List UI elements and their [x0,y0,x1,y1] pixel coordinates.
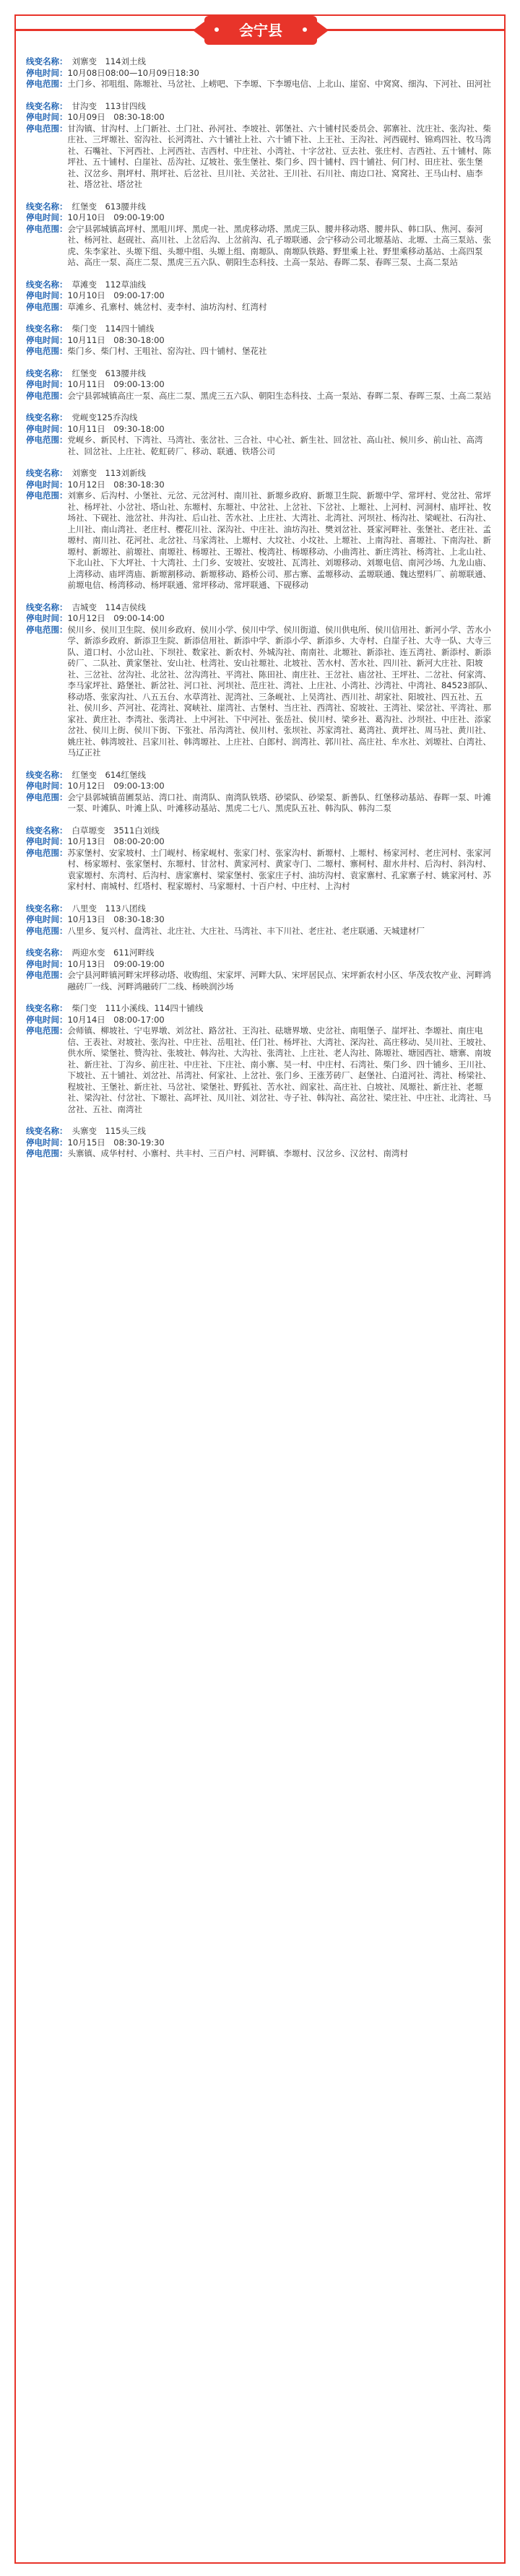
line-name-value: 红堡变 613腰井线 [72,368,146,378]
outage-range-row [26,123,495,191]
outage-time-row [26,959,495,971]
outage-time-value: 10月14日 08:00-17:00 [67,1014,165,1025]
outage-time-row [26,1015,495,1026]
outage-time-row [26,112,495,123]
outage-list [26,56,495,1171]
outage-time-row [26,335,495,347]
outage-time-value: 10月11日 08:30-18:00 [67,334,165,345]
outage-time-row [26,379,495,391]
outage-range-value: 侯川乡、侯川卫生院、侯川乡政府、侯川小学、侯川中学、侯川街道、侯川供电所、侯川信用社、新河小学、苦水小学、新添乡政府、新添卫生院、新添信用社、新添中学、新添小学、新添乡、大寺村、白崖子社、大寺一队、大寺三队、道口村、小岔山社、下坝社、数家社、新农村、外城沟社、南南社、北塬社、新添社、连五湾社、新添村、新添砖厂、二队社、黄家堡社、安山社、杜湾社、安山社塬社、北坡社、苦水村、苦水社、四川社、新河大庄社、阳坡社、三岔社、岔沟社、北岔社、岔沟湾社、平湾社、陈田社、南庄社、王岔社、庙岔社、王坪社、二岔社、何家湾、李马家坪社、路堡社、新岔社、河口社、河坝社、范庄社、湾社、上庄社、小湾社、沙湾社、中湾社、84523部队、移动塔、张家沟社、八五五台、水草湾社、泥湾社、三条岘社、上吴湾社、西川社、胡家社、阳坡社、四五社、五社、侯川乡、芦河社、花湾社、窝峡社、崖湾社、古堡村、当庄社、西湾社、窑坡社、王湾社、梁岔社、平湾社、那家社、黄庄社、李湾社、张湾社、上中河社、下中河社、张岳社、侯川村、梁乡社、葛沟社、沙坝社、中庄社、添家岔社、侯川上街、侯川下街、下张社、吊沟湾社、侯川村、张坝社、苏家湾社、葛湾社、黄坪社、周马社、黄川社、姚庄社、韩湾坡社、吕家川社、韩湾塬社、上庄社、白郎村、润湾社、郭川社、高庄社、牟水社、刘塬社、白湾社、马辽正社 [67,624,493,758]
outage-range-row [26,391,495,402]
line-name-label: 线变名称： [26,903,68,914]
line-name-value: 柴门变 111小溪线、114四十铺线 [72,1003,204,1013]
outage-time-value: 10月11日 09:30-18:00 [67,423,165,434]
line-name-row [26,1126,495,1137]
line-name-label: 线变名称： [26,56,68,66]
outage-time-row [26,1137,495,1149]
outage-time-row [26,68,495,79]
outage-time-label: 停电时间： [26,290,68,300]
outage-time-label: 停电时间： [26,1137,68,1148]
outage-time-value: 10月10日 09:00-19:00 [67,212,165,222]
outage-time-row [26,424,495,435]
outage-entry [26,101,495,191]
outage-range-row [26,435,495,457]
outage-range-label: 停电范围： [26,847,68,858]
outage-range-row [26,490,495,591]
outage-range-value: 党岘乡、新民村、下湾社、马湾社、张岔社、三合社、中心社、新生社、回岔社、高山社、候川乡、前山社、高湾社、回岔社、上庄社、乾虹砖厂、移动、联通、铁塔公司 [67,435,483,456]
outage-time-value: 10月15日 08:30-19:30 [67,1137,165,1148]
content-frame [14,14,506,2564]
outage-entry [26,468,495,591]
line-name-label: 线变名称： [26,1126,68,1136]
line-name-value: 头寨变 115头三线 [72,1126,146,1136]
outage-range-value: 苏家堡村、安家坡村、土门岘村、杨家岘村、张家门村、张家沟村、新塬村、上塬村、杨家河村、老庄河村、张家河村、杨家塬村、张家堡村、东塬村、甘岔村、黄家河村、黄家寺门、二塬村、寨柯村、甜水井村、后沟村、斜沟村、袁家塬村、东湾村、后沟村、唐家寨村、梁家堡村、张家庄子村、油坊沟村、袁家寨村、孔家寨子村、姚家河村、苏家村村、南城村、红塔村、程家塬村、马家塬村、十百户村、中庄村、上沟村 [67,847,491,891]
line-name-row [26,412,495,424]
county-title: 会宁县 [239,22,282,39]
outage-range-label: 停电范围： [26,346,68,356]
outage-range-row [26,346,495,357]
outage-range-row [26,1148,495,1160]
outage-range-label: 停电范围： [26,970,68,980]
outage-entry [26,368,495,402]
outage-entry [26,602,495,759]
outage-entry [26,825,495,893]
line-name-label: 线变名称： [26,201,68,212]
line-name-label: 线变名称： [26,279,68,290]
outage-range-row [26,625,495,759]
outage-time-row [26,914,495,926]
outage-time-label: 停电时间： [26,613,68,623]
line-name-row [26,825,495,837]
line-name-row [26,947,495,959]
outage-entry [26,947,495,992]
outage-time-label: 停电时间： [26,1014,68,1025]
outage-time-value: 10月13日 08:30-18:30 [67,914,165,924]
outage-time-label: 停电时间： [26,379,68,389]
outage-entry [26,1003,495,1115]
outage-range-value: 会宁县河畔镇河畔宋坪移动塔、收购组、宋家坪、河畔大队、宋坪居民点、宋坪新农村小区、华茂农牧产业、河畔鸿融砖厂一线、河畔鸿融砖厂二线、杨映润沙场 [67,970,491,992]
outage-time-row [26,290,495,302]
outage-time-label: 停电时间： [26,334,68,345]
outage-range-value: 会宁县郭城镇苗圃泵站、湾口社、南湾队、南湾队铁塔、砂梁队、砂梁泵、新善队、红堡移动基站、春晖一泵、叶滩一泵、叶滩队、叶滩上队、叶滩移动基站、黑虎二七八、黑虎队五社、韩沟队、韩沟二泵 [67,792,491,813]
outage-range-value: 八里乡、复兴村、盘湾社、北庄社、大庄社、马湾社、丰下川社、老庄社、老庄联通、天城建材厂 [67,925,425,936]
outage-range-value: 会师镇、柳坡社、宁屯界墩、刘岔社、路岔社、王沟社、砝塘界墩、史岔社、南咀堡子、崖坪社、李塬社、南庄电信、王表社、对坡社、张沟社、中庄社、岳咀社、任门社、杨坪社、大湾社、深沟社、高庄移动、吴川社、王坡社、供水所、梁堡社、赞沟社、张坡社、韩沟社、大沟社、张湾社、上庄社、老人沟社、陈塬社、塘园西社、塘寨、南坡社、新庄社、丁沟乡、前庄社、中庄社、下庄社、南小寨、吴一村、中庄村、石湾社、柴门乡、四十铺乡、王川社、下坡社、五十铺社、刘岔社、吊湾社、何家社、上岔社、张门乡、王涨芳砖厂、赵堡社、白道河社、湾社、杨梁社、程坡社、王堡社、新庄社、马岔社、梁堡社、野狐社、苦水社、阎家社、高庄社、白坡社、凤塬社、新庄社、老塬社、梁沟社、付岔社、下塬社、高坪社、凤川社、刘岔社、寺子社、韩沟社、高岔社、梁庄社、中庄社、北湾社、马岔社、五社、南湾社 [67,1025,491,1114]
outage-range-value: 甘沟镇、甘沟村、上门新社、土门社、孙河社、李坡社、郭堡社、六十铺村民委员会、郭寨社、沈庄社、张沟社、柴庄社、三坪塬社、窑沟社、长河湾社、六十铺社上社、六十铺下社、上王社、王沟社、河西砚村、锦鸡四社、牧马湾社、石嘴社、下河西社、上河西社、吉西村、中庄社、小湾社、十字岔社、豆去社、张庄村、吉西社、五十铺村、陈坪社、五十铺村、白崖社、岳沟社、辽坡社、张生堡社、柴门乡、四十铺村、四十铺社、何门村、田庄社、张生堡社、汉岔乡、荆坪村、荆坪社、后岔社、旦川社、关岔社、王川社、石川社、南边口社、窝窝社、王马山村、庙李社、塔岔社、塔岔社 [67,123,491,189]
outage-range-row [26,302,495,313]
outage-range-row [26,79,495,90]
outage-range-value: 会宁县郭城镇高坪村、黑咀川坪、黑虎一社、黑虎移动塔、黑虎三队、腰井移动塔、腰井队、韩口队、焦河、泰河社、杨河社、赵砚社、高川社、上岔后沟、上岔前沟、孔子塬联通、会宁移动公司北塬基站、北塬、土高三泵站、张虎、朱李家社、头塬下组、头塬中组、头塬上组、南塬队、南塬队铁路、野里乘上社、野里乘移动基站、土高四泵站、高庄一泵、高庄二泵、黑虎三五六队、朝阳生态科技、土高一泵站、春晖二泵、春晖三泵、土高二泵站 [67,223,491,267]
outage-range-row [26,926,495,937]
line-name-row [26,1003,495,1015]
outage-entry [26,279,495,313]
line-name-label: 线变名称： [26,468,68,478]
line-name-value: 甘沟变 113甘四线 [72,100,146,111]
outage-range-value: 会宁县郭城镇高庄一泵、高庄二泵、黑虎三五六队、朝阳生态科技、土高一泵站、春晖二泵、春晖三泵、土高二泵站 [67,390,491,401]
line-name-label: 线变名称： [26,100,68,111]
outage-range-label: 停电范围： [26,301,68,312]
outage-range-label: 停电范围： [26,792,68,802]
outage-time-label: 停电时间： [26,112,68,122]
outage-range-row [26,224,495,269]
line-name-label: 线变名称： [26,769,68,780]
line-name-row [26,770,495,781]
outage-range-value: 草滩乡、孔寨村、姚岔村、麦李村、油坊沟村、红湾村 [67,301,267,312]
outage-entry [26,324,495,357]
outage-entry [26,903,495,937]
line-name-label: 线变名称： [26,947,68,958]
outage-time-label: 停电时间： [26,958,68,969]
line-name-label: 线变名称： [26,324,68,334]
outage-range-value: 柴门乡、柴门村、王咀社、窑沟社、四十铺村、堡花社 [67,346,267,356]
outage-time-label: 停电时间： [26,479,68,490]
outage-range-label: 停电范围： [26,624,68,635]
outage-range-label: 停电范围： [26,390,68,401]
line-name-row [26,101,495,113]
outage-time-row [26,212,495,224]
county-title-banner [204,16,317,45]
line-name-label: 线变名称： [26,368,68,378]
line-name-row [26,368,495,380]
outage-range-value: 刘寨乡、后沟村、小堡社、元岔、元岔河村、南川社、新塬乡政府、新塬卫生院、新塬中学、常坪村、党岔社、常坪社、杨坪社、小岔社、塔山社、东塬村、东塬社、中岔社、上岔社、下岔社、上塬社、上河村、河洞村、庙坪社、牧场社、下砚社、池岔社、井沟社、后山社、苦水社、上庄社、大湾社、北湾社、河坝社、杨沟社、梁岘社、石沟社、上川社、南山湾社、老庄村、樱花川社、深沟社、中庄社、油坊沟社、樊刘岔社、聂家河畔社、张堡社、老庄社、孟塬村、南川社、花河社、北岔社、马家湾社、上塬村、大坟社、小坟社、上塬社、上南沟社、喜塬社、下南沟社、新塬村、新塬社、前塬社、南塬社、杨塬社、王塬社、梭湾社、杨塬移动、小曲湾社、新庄湾社、杨湾社、上北山社、下北山社、下大坪社、十大湾社、土门乡、安坡社、安坡社、瓦湾社、刘塬移动、刘塬电信、南河沙场、九龙山庙、上湾移动、庙坪湾庙、新塬割移动、新塬移动、路桥公司、那古寨、孟塬移动、孟塬联通、魏达塑料厂、前塬联通、前塬电信、杨湾移动、杨坪联通、常坪移动、常坪联通、下砚移动 [67,490,491,590]
outage-time-label: 停电时间： [26,836,68,846]
outage-range-row [26,792,495,815]
outage-time-value: 10月13日 09:00-19:00 [67,958,165,969]
banner-dot-right [303,27,307,32]
banner-dot-left [214,27,219,32]
outage-time-row [26,781,495,792]
line-name-row [26,468,495,480]
outage-range-value: 土门乡、祁咀组、陈塬社、马岔社、上崂吧、下李塬、下李塬电信、上北山、崖窑、中窝窝、细沟、下河社、田河社 [67,79,491,89]
line-name-value: 党岘变125乔沟线 [72,412,138,422]
line-name-value: 刘寨变 113刘新线 [72,468,146,478]
line-name-label: 线变名称： [26,825,68,836]
line-name-row [26,279,495,291]
outage-range-label: 停电范围： [26,1025,68,1036]
line-name-label: 线变名称： [26,602,68,612]
outage-range-label: 停电范围： [26,1148,68,1158]
outage-range-value: 头寨镇、成华村村、小寨村、共丰村、三百户村、河畔镇、李塬村、汉岔乡、汉岔村、南湾村 [67,1148,408,1158]
outage-range-row [26,848,495,893]
line-name-row [26,903,495,915]
outage-time-label: 停电时间： [26,914,68,924]
outage-time-value: 10月12日 09:00-13:00 [67,781,165,791]
line-name-label: 线变名称： [26,412,68,422]
outage-time-row [26,613,495,625]
outage-entry [26,412,495,457]
line-name-row [26,56,495,68]
outage-time-label: 停电时间： [26,67,68,78]
outage-range-label: 停电范围： [26,435,68,445]
outage-time-label: 停电时间： [26,781,68,791]
outage-entry [26,201,495,269]
line-name-value: 草滩变 112草油线 [72,279,146,290]
outage-time-value: 10月10日 09:00-17:00 [67,290,165,300]
line-name-value: 两迎水变 611河畔线 [72,947,155,958]
line-name-row [26,602,495,614]
outage-range-label: 停电范围： [26,79,68,89]
outage-time-row [26,480,495,491]
outage-time-value: 10月11日 09:00-13:00 [67,379,165,389]
line-name-value: 刘寨变 114刘土线 [72,56,146,66]
outage-time-label: 停电时间： [26,212,68,222]
line-name-value: 白草塬变 3511白刘线 [72,825,160,836]
outage-range-label: 停电范围： [26,223,68,234]
outage-range-label: 停电范围： [26,925,68,936]
line-name-value: 柴门变 114四十铺线 [72,324,155,334]
line-name-row [26,201,495,213]
line-name-value: 八里变 113八团线 [72,903,146,914]
outage-time-label: 停电时间： [26,423,68,434]
outage-time-value: 10月12日 09:00-14:00 [67,613,165,623]
outage-entry [26,56,495,90]
outage-time-value: 10月08日08:00—10月09日18:30 [67,67,199,78]
outage-time-value: 10月13日 08:00-20:00 [67,836,165,846]
line-name-row [26,324,495,335]
line-name-label: 线变名称： [26,1003,68,1013]
outage-range-label: 停电范围： [26,123,68,134]
outage-range-label: 停电范围： [26,490,68,500]
line-name-value: 吉城变 114吉侯线 [72,602,146,612]
outage-entry [26,770,495,815]
outage-time-value: 10月12日 08:30-18:30 [67,479,165,490]
outage-range-row [26,970,495,992]
line-name-value: 红堡变 613腰井线 [72,201,146,212]
outage-entry [26,1126,495,1160]
outage-time-value: 10月09日 08:30-18:00 [67,112,165,122]
outage-time-row [26,836,495,848]
line-name-value: 红堡变 614红堡线 [72,769,146,780]
outage-range-row [26,1025,495,1115]
